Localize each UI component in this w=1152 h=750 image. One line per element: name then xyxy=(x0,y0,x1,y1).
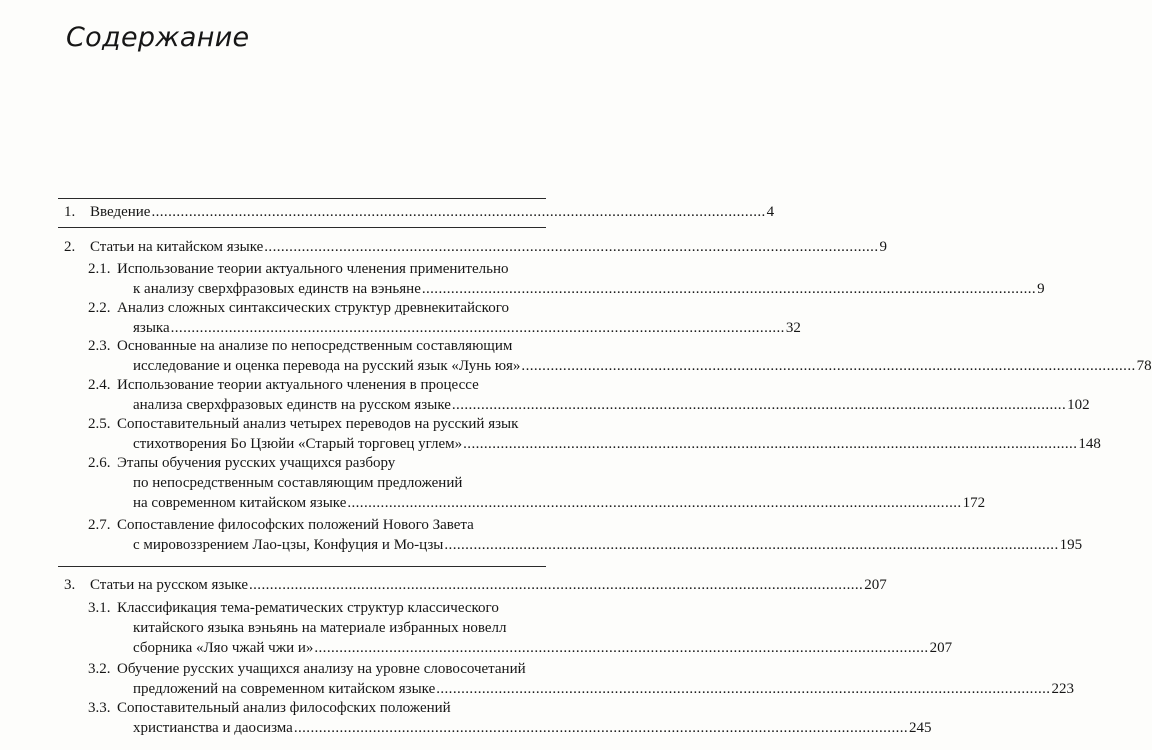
toc-leader-dots: .................................................................................................................................................... xyxy=(249,577,864,593)
toc-page-number: 9 xyxy=(1037,281,1045,297)
toc-entry-3-1[interactable] xyxy=(88,598,953,658)
toc-number: 2.7. xyxy=(88,517,111,533)
toc-leader-dots: .................................................................................................................................................... xyxy=(151,204,766,220)
toc-page-number: 172 xyxy=(962,495,986,511)
toc-title-line: исследование и оценка перевода на русский язык «Лунь юя» xyxy=(133,358,521,374)
toc-leader-dots: .................................................................................................................................................... xyxy=(521,358,1136,374)
toc-entry-3-3[interactable] xyxy=(88,698,932,738)
toc-title-line: по непосредственным составляющим предложений xyxy=(133,475,463,491)
toc-page-number: 78 xyxy=(1136,358,1152,374)
separator-line xyxy=(58,198,546,199)
toc-title: Введение xyxy=(90,204,151,220)
toc-number: 2.3. xyxy=(88,338,111,354)
separator-line xyxy=(58,566,546,567)
toc-leader-dots: .................................................................................................................................................... xyxy=(347,495,962,511)
toc-page-number: 102 xyxy=(1067,397,1090,413)
toc-title-line: анализа сверхфразовых единств на русском языке xyxy=(133,397,451,413)
toc-title-line: с мировоззрением Лао-цзы, Конфуция и Мо-цзы xyxy=(133,537,444,553)
toc-entry-2-2[interactable] xyxy=(88,298,801,338)
toc-number: 2.5. xyxy=(88,416,111,432)
toc-page-number: 4 xyxy=(766,204,775,220)
toc-title-line: христианства и даосизма xyxy=(133,720,293,736)
toc-entry-2-4[interactable] xyxy=(88,375,1090,415)
toc-number: 2.6. xyxy=(88,455,111,471)
toc-leader-dots: .................................................................................................................................................... xyxy=(264,239,879,255)
toc-title-line: стихотворения Бо Цзюйи «Старый торговец углем» xyxy=(133,436,463,452)
toc-entry-3-2[interactable] xyxy=(88,659,1074,699)
toc-title-line: Классификация тема-рематических структур классического xyxy=(117,600,499,616)
toc-leader-dots: .................................................................................................................................................... xyxy=(293,720,909,736)
toc-title-line: китайского языка вэньянь на материале избранных новелл xyxy=(133,620,507,636)
toc-leader-dots: .................................................................................................................................................... xyxy=(451,397,1067,413)
toc-title-line: Сопоставление философских положений Нового Завета xyxy=(117,517,474,533)
toc-number: 3.2. xyxy=(88,661,111,677)
toc-number: 2.2. xyxy=(88,300,111,316)
toc-title-line: Использование теории актуального членения применительно xyxy=(117,261,509,277)
toc-entry-section-3[interactable] xyxy=(64,575,887,595)
toc-entry-section-2[interactable] xyxy=(64,237,887,257)
toc-leader-dots: .................................................................................................................................................... xyxy=(436,681,1051,697)
toc-leader-dots: .................................................................................................................................................... xyxy=(170,320,785,336)
toc-entry-intro[interactable] xyxy=(64,202,775,222)
toc-title-line: Использование теории актуального членения в процессе xyxy=(117,377,479,393)
toc-title-line: Сопоставительный анализ философских положений xyxy=(117,700,451,716)
toc-title-line: Этапы обучения русских учащихся разбору xyxy=(117,455,396,471)
toc-number: 2.4. xyxy=(88,377,111,393)
toc-entry-2-6[interactable] xyxy=(88,453,986,513)
toc-number: 1. xyxy=(64,204,76,220)
toc-title-line: Основанные на анализе по непосредственным составляющим xyxy=(117,338,513,354)
toc-title-line: сборника «Ляо чжай чжи и» xyxy=(133,640,314,656)
toc-page-number: 207 xyxy=(864,577,887,593)
toc-title-line: на современном китайском языке xyxy=(133,495,347,511)
toc-page-number: 245 xyxy=(909,720,932,736)
toc-number: 2. xyxy=(64,239,76,255)
toc-number: 3. xyxy=(64,577,76,593)
toc-page-number: 9 xyxy=(879,239,887,255)
toc-page-number: 148 xyxy=(1078,436,1101,452)
toc-entry-2-7[interactable] xyxy=(88,515,1083,555)
toc-leader-dots: .................................................................................................................................................... xyxy=(444,537,1059,553)
toc-title-line: Обучение русских учащихся анализу на уровне словосочетаний xyxy=(117,661,526,677)
toc-page-number: 223 xyxy=(1051,681,1074,697)
toc-number: 3.1. xyxy=(88,600,111,616)
toc-title-line: предложений на современном китайском языке xyxy=(133,681,436,697)
toc-title-line: к анализу сверхфразовых единств на вэньяне xyxy=(133,281,421,297)
toc-title-line: языка xyxy=(133,320,170,336)
toc-title: Статьи на китайском языке xyxy=(90,239,264,255)
toc-title-line: Анализ сложных синтаксических структур древнекитайского xyxy=(117,300,509,316)
toc-title: Статьи на русском языке xyxy=(90,577,248,593)
page-title: Содержание xyxy=(66,22,250,53)
toc-number: 2.1. xyxy=(88,261,111,277)
toc-title-line: Сопоставительный анализ четырех переводов на русский язык xyxy=(117,416,519,432)
toc-leader-dots: .................................................................................................................................................... xyxy=(421,281,1037,297)
toc-entry-2-5[interactable] xyxy=(88,414,1101,454)
toc-number: 3.3. xyxy=(88,700,111,716)
toc-entry-2-3[interactable] xyxy=(88,336,1152,376)
toc-leader-dots: .................................................................................................................................................... xyxy=(463,436,1078,452)
toc-page-number: 32 xyxy=(785,320,801,336)
toc-leader-dots: .................................................................................................................................................... xyxy=(314,640,929,656)
toc-page-number: 207 xyxy=(929,640,953,656)
toc-entry-2-1[interactable] xyxy=(88,259,1045,299)
separator-line xyxy=(58,227,546,228)
toc-page-number: 195 xyxy=(1059,537,1083,553)
